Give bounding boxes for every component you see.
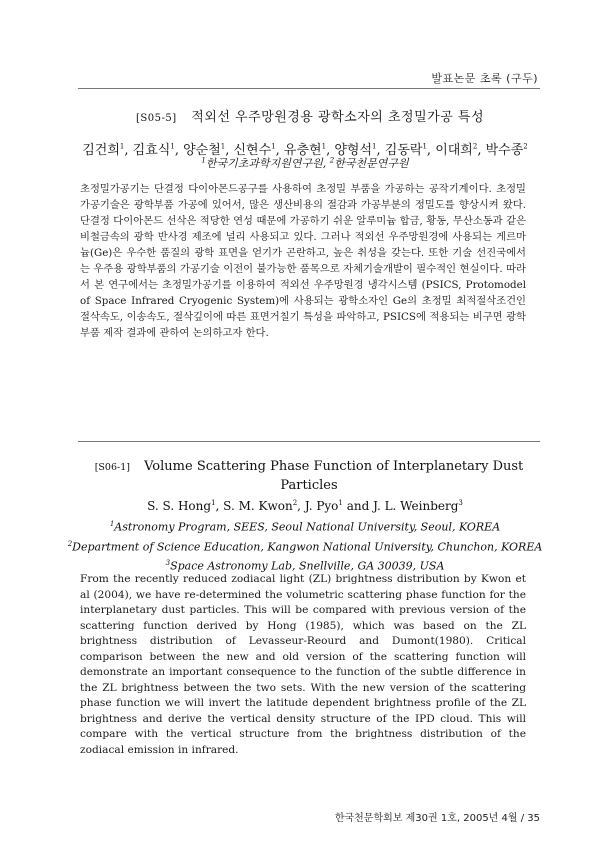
affiliation: $^1$Astronomy Program, SEES, Seoul National University, Seoul, KOREA [109,520,501,534]
author: 양순철$^1$, [183,143,234,159]
korean-abstract-affiliations: $^1$한국기초과학지원연구원, $^2$한국천문연구원 [201,156,409,170]
section-tag: 발표논문 초록 (구두) [431,72,538,85]
english-abstract-code: [S06-1] [94,462,130,473]
author: 양형석$^1$, [334,143,385,159]
author: 김동락$^1$, [384,143,436,159]
header-divider [78,88,540,89]
author: J. Pyo$^1$ and [304,499,374,513]
author: 김효식$^1$, [132,143,184,159]
affiliation: $^3$Space Astronomy Lab, Snellville, GA 30039, USA [165,559,445,573]
author: 신현수$^1$, [233,143,284,159]
author: 김건희$^1$, [82,143,133,159]
affiliation: $^2$Department of Science Education, Kangwon National University, Chunchon, KOREA [67,539,543,554]
korean-abstract-title-line [80,106,540,125]
korean-abstract-code: [S05-5] [135,113,177,124]
english-abstract-title-line [78,458,540,495]
english-abstract-title: Volume Scattering Phase Function of Interplanetary Dust Particles [144,459,524,493]
author: 유충현$^1$, [283,143,335,159]
author: J. L. Weinberg$^3$ [373,499,463,513]
abstract-divider [78,441,540,442]
journal-citation-footer: 한국천문학회보 제30권 1호, 2005년 4월 / 35 [334,813,540,824]
author: 이대희$^2$, [435,143,486,159]
korean-abstract-title: 적외선 우주망원경용 광학소자의 초정밀가공 특성 [191,110,484,125]
author: S. M. Kwon$^2$, [223,499,305,513]
author: 박수종$^2$ [485,143,528,159]
english-abstract-affiliations [60,516,550,575]
english-abstract-authors [60,499,550,513]
author: S. S. Hong$^1$, [147,499,224,513]
english-abstract-body: From the recently reduced zodiacal light (ZL) brightness distribution by Kwon et al (2004), we have re-determined the volumetric scattering phase function for the interplanetary dust particles. This will be compared with previous version of the scattering function derived by Hong (1985), which was based on the ZL brightness distribution of Levasseur-Reourd and Dumont(1980). Critical comparison between the new and old version of the scattering function will demonstrate an important consequence to the function of the subtle difference in the ZL brightness between the two sets. With the new version of the scattering phase function we will invert the latitude dependent brightness profile of the ZL brightness and derive the vertical density structure of the IPD cloud. This will compare with the vertical structure from the brightness distribution of the zodiacal emission in infrared. [80,573,526,756]
korean-abstract-body: 초정밀가공기는 단결정 다이아몬드공구를 사용하여 초정밀 부품을 가공하는 공작기계이다. 초정밀 가공기술은 광학부품 가공에 있어서, 많은 생산비용의 절감과 가공부분의 정밀도를 향상시켜 왔다. 단결정 다이아몬드 선삭은 적당한 연성 때문에 가공하기 쉬운 알루미늄 합금, 황동, 무산소동과 같은 비철금속의 광학 반사경 제조에 널리 사용되고 있다. 그러나 적외선 우주망원경에 사용되는 게르마늄(Ge)은 우수한 품질의 광학 표면을 얻기가 곤란하고, 높은 취성을 갖는다. 또한 기술 선진국에서는 우주용 광학부품의 가공기술 이전이 불가능한 품목으로 자체기술개발이 필수적인 현실이다. 따라서 본 연구에서는 초정밀가공기를 이용하여 적외선 우주망원경 냉각시스템 (PSICS, Protomodel of Space Infrared Cryogenic System)에 사용되는 광학소자인 Ge의 초정밀 최적절삭조건인 절삭속도, 이송속도, 절삭깊이에 따른 표면거칠기 특성을 파악하고, PSICS에 적용되는 비구면 광학부품 제작 결과에 관하여 논의하고자 한다. [80,183,526,339]
